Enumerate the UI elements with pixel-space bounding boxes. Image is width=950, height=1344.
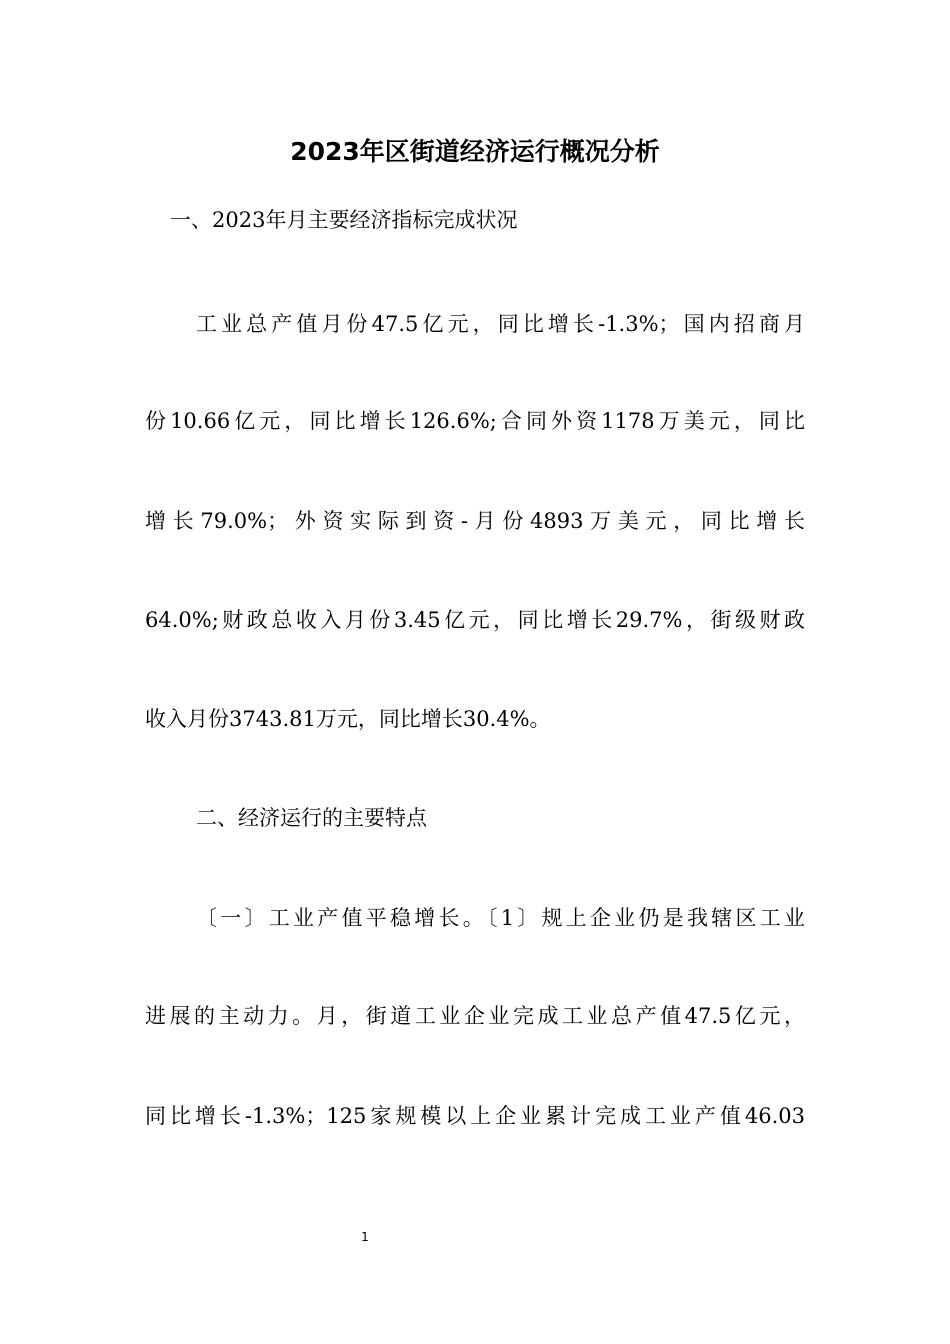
paragraph-line: 64.0%;财政总收入月份3.45亿元，同比增长29.7%，街级财政 [145, 608, 805, 632]
document-title: 2023年区街道经济运行概况分析 [290, 137, 660, 166]
section-heading-2: 二、经济运行的主要特点 [196, 806, 427, 830]
paragraph-line: 同比增长-1.3%；125家规模以上企业累计完成工业产值46.03 [145, 1104, 805, 1128]
paragraph-line: 份10.66亿元，同比增长126.6%;合同外资1178万美元，同比 [145, 409, 805, 433]
page-number: 1 [361, 1230, 369, 1244]
paragraph-line: 〔一〕工业产值平稳增长。〔1〕规上企业仍是我辖区工业 [196, 906, 805, 930]
paragraph-line: 进展的主动力。月，街道工业企业完成工业总产值47.5亿元， [145, 1004, 805, 1028]
paragraph-line: 工业总产值月份47.5亿元，同比增长-1.3%；国内招商月 [196, 312, 805, 336]
section-heading-1: 一、2023年月主要经济指标完成状况 [170, 208, 518, 232]
paragraph-line: 收入月份3743.81万元，同比增长30.4%。 [145, 707, 551, 731]
paragraph-line: 增长79.0%；外资实际到资-月份4893万美元，同比增长 [145, 509, 805, 533]
